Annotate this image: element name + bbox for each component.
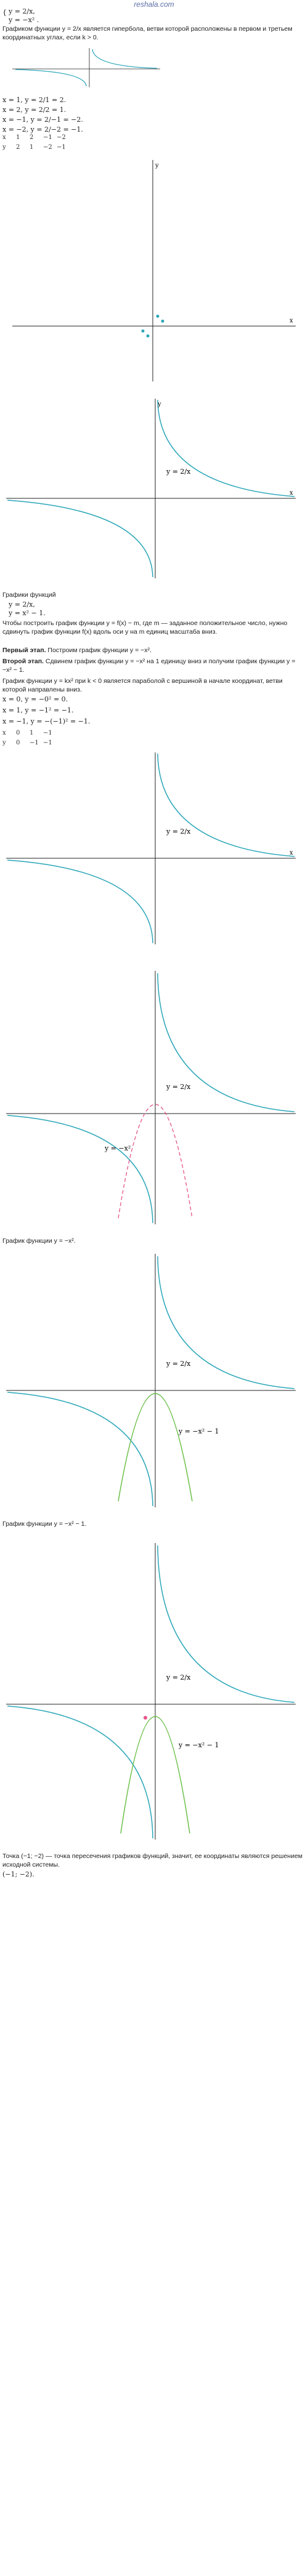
graph-parabola-green bbox=[0, 1249, 308, 1513]
svg-text:y = −x²: y = −x² bbox=[105, 1144, 131, 1152]
point-4: x = −2, y = 2/−2 = −1. bbox=[2, 126, 83, 134]
answer: (−1; −2). bbox=[2, 1870, 34, 1878]
caption-b: График функции y = −x² − 1. bbox=[2, 1520, 87, 1528]
svg-text:y = 2/x: y = 2/x bbox=[166, 1083, 191, 1091]
par-point-2: x = 1, y = −1² = −1. bbox=[2, 706, 74, 714]
graph-hyperbola-small bbox=[0, 46, 308, 89]
system-eq2: y = −x² . bbox=[9, 16, 39, 24]
svg-text:x: x bbox=[290, 317, 293, 324]
svg-text:y = 2/x: y = 2/x bbox=[166, 1673, 191, 1681]
table2-y-row: y 0 −1 −1 bbox=[2, 740, 52, 746]
point-1: x = 1, y = 2/1 = 2. bbox=[2, 96, 67, 104]
svg-text:y = 2/x: y = 2/x bbox=[166, 1360, 191, 1368]
system2-eq2: y = x² − 1. bbox=[9, 609, 46, 617]
point-2: x = 2, y = 2/2 = 1. bbox=[2, 106, 67, 114]
system-eq1: y = 2/x, bbox=[9, 7, 35, 15]
system-brace: { bbox=[2, 9, 7, 17]
point-3: x = −1, y = 2/−1 = −2. bbox=[2, 116, 83, 124]
graph-hyperbola-2 bbox=[0, 748, 308, 951]
table2-x-row: x 0 1 −1 bbox=[2, 730, 52, 736]
svg-text:y = 2/x: y = 2/x bbox=[166, 468, 191, 476]
conclusion-text: Точка (−1; −2) — точка пересечения графиков функций, значит, ее координаты являются решением исходной системы. bbox=[2, 1852, 303, 1868]
step2: Второй этап. Сдвинем график функции y = −x² на 1 единицу вниз и получим график функции y = −x² − 1. bbox=[2, 658, 296, 674]
graph-parabola-pink bbox=[0, 966, 308, 1230]
system2-intro: Графики функций bbox=[2, 591, 56, 599]
par-point-3: x = −1, y = −(−1)² = −1. bbox=[2, 717, 91, 725]
intro-text: Графиком функции y = 2/x является гипербола, ветви которой расположены в первом и третьем координатных углах, если k > 0. bbox=[2, 25, 293, 41]
caption-a: График функции y = −x². bbox=[2, 1237, 76, 1245]
svg-text:x: x bbox=[290, 490, 293, 496]
graph-final bbox=[0, 1538, 308, 1846]
parabola-text: График функции y = kx² при k < 0 является параболой с вершиной в начале координат, ветви которой направлены вниз. bbox=[2, 677, 283, 693]
table1-y-row: y 2 1 −2 −1 bbox=[2, 144, 66, 151]
par-point-1: x = 0, y = −0² = 0. bbox=[2, 695, 68, 703]
graph-hyperbola bbox=[0, 394, 308, 584]
site-header[interactable]: reshala.com bbox=[134, 0, 174, 9]
svg-text:y = 2/x: y = 2/x bbox=[166, 827, 191, 835]
svg-text:y = −x² − 1: y = −x² − 1 bbox=[179, 1427, 219, 1435]
svg-text:y: y bbox=[158, 401, 161, 408]
system2-eq1: y = 2/x, bbox=[9, 600, 35, 608]
step1: Первый этап. Построим график функции y = −x². bbox=[2, 647, 152, 654]
shift-text: Чтобы построить график функции y = f(x) − m, где m — заданное положительное число, нужно сдвинуть график функции f(x) вдоль оси y на m единиц масштаба вниз. bbox=[2, 620, 288, 636]
graph-points bbox=[0, 154, 308, 388]
table1-x-row: x 1 2 −1 −2 bbox=[2, 134, 66, 141]
svg-text:y: y bbox=[155, 162, 159, 169]
svg-text:y = −x² − 1: y = −x² − 1 bbox=[179, 1741, 219, 1749]
svg-text:x: x bbox=[290, 850, 293, 856]
